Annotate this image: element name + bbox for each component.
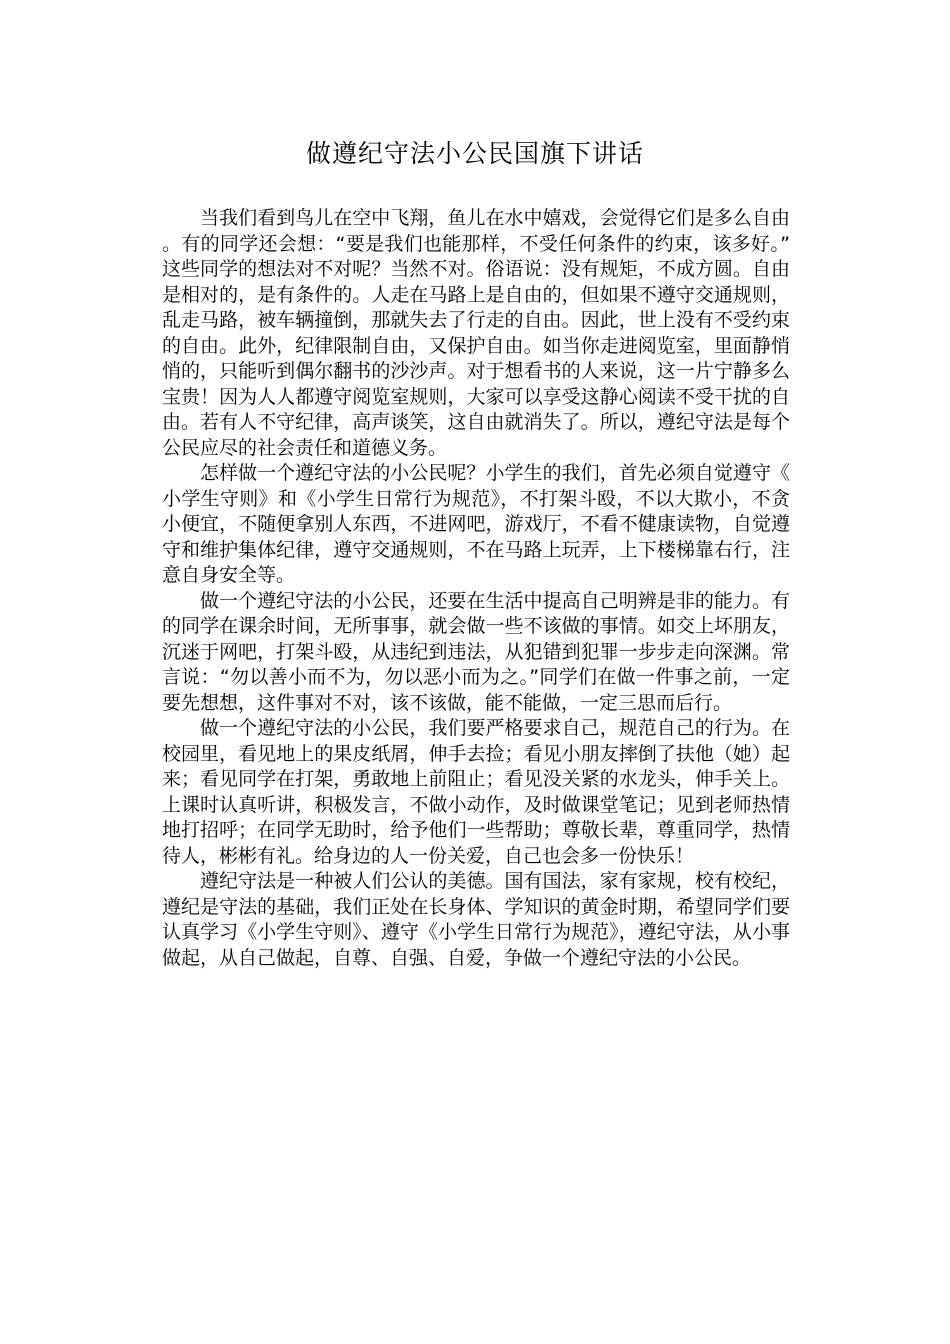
paragraph-1: 当我们看到鸟儿在空中飞翔，鱼儿在水中嬉戏，会觉得它们是多么自由。有的同学还会想：“要是我们也能那样，不受任何条件的约束，该多好。”这些同学的想法对不对呢？当然不对。俗语说：没有规矩，不成方圆。自由是相对的，是有条件的。人走在马路上是自由的，但如果不遵守交通规则，乱走马路，被车辆撞倒，那就失去了行走的自由。因此，世上没有不受约束的自由。此外，纪律限制自由，又保护自由。如当你走进阅览室，里面静悄悄的，只能听到偶尔翻书的沙沙声。对于想看书的人来说，这一片宁静多么宝贵！因为人人都遵守阅览室规则，大家可以享受这静心阅读不受干扰的自由。若有人不守纪律，高声谈笑，这自由就消失了。所以，遵纪守法是每个公民应尽的社会责任和道德义务。 [162, 207, 790, 459]
paragraph-2: 怎样做一个遵纪守法的小公民呢？小学生的我们，首先必须自觉遵守《小学生守则》和《小学生日常行为规范》，不打架斗殴，不以大欺小，不贪小便宜，不随便拿别人东西，不进网吧，游戏厅，不看不健康读物，自觉遵守和维护集体纪律，遵守交通规则，不在马路上玩弄，上下楼梯靠右行，注意自身安全等。 [162, 462, 790, 586]
paragraph-5: 遵纪守法是一种被人们公认的美德。国有国法，家有家规，校有校纪，遵纪是守法的基础，我们正处在长身体、学知识的黄金时期，希望同学们要认真学习《小学生守则》、遵守《小学生日常行为规范》，遵纪守法，从小事做起，从自己做起，自尊、自强、自爱，争做一个遵纪守法的小公民。 [162, 870, 790, 969]
paragraph-3: 做一个遵纪守法的小公民，还要在生活中提高自己明辨是非的能力。有的同学在课余时间，无所事事，就会做一些不该做的事情。如交上坏朋友，沉迷于网吧，打架斗殴，从违纪到违法，从犯错到犯罪一步步走向深渊。常言说：“勿以善小而不为，勿以恶小而为之。”同学们在做一件事之前，一定要先想想，这件事对不对，该不该做，能不能做，一定三思而后行。 [162, 589, 790, 714]
paragraph-4: 做一个遵纪守法的小公民，我们要严格要求自己，规范自己的行为。在校园里，看见地上的果皮纸屑，伸手去捡；看见小朋友摔倒了扶他（她）起来；看见同学在打架，勇敢地上前阻止；看见没关紧的水龙头，伸手关上。上课时认真听讲，积极发言，不做小动作，及时做课堂笔记；见到老师热情地打招呼；在同学无助时，给予他们一些帮助；尊敬长辈，尊重同学，热情待人，彬彬有礼。给身边的人一份关爱，自己也会多一份快乐！ [162, 717, 790, 867]
document-body [162, 206, 790, 971]
document-title: 做遵纪守法小公民国旗下讲话 [305, 139, 644, 168]
